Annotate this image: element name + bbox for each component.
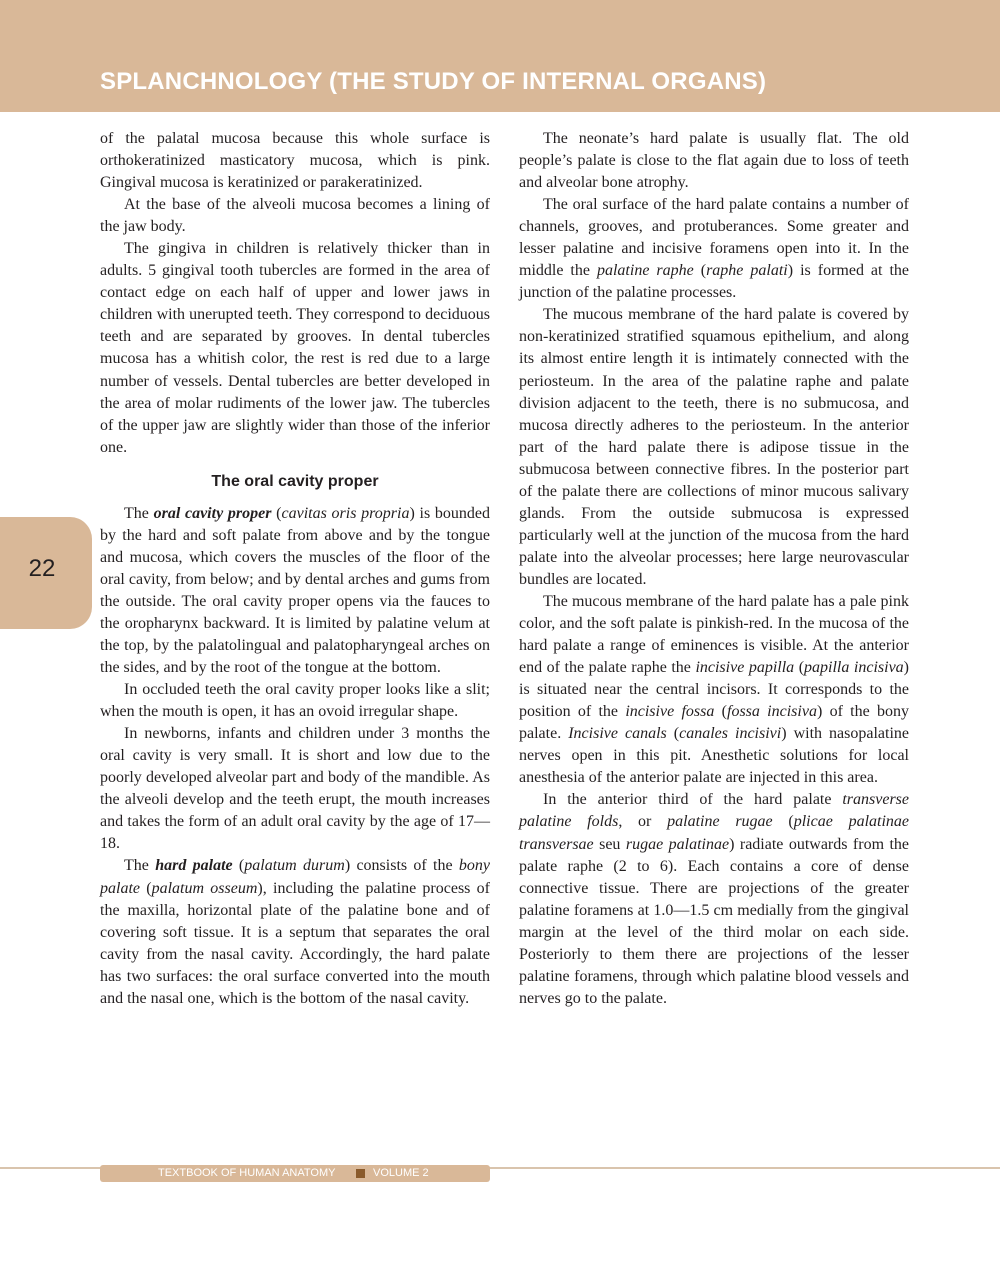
paragraph: The oral surface of the hard palate contains a number of channels, grooves, and protuberances. Some greater and lesser palatine and incisive foramens open into it. In the middle the palatine raphe (raphe palati) is formed at the junction of the palatine processes. <box>519 196 910 302</box>
term: palatine raphe <box>596 262 694 280</box>
paragraph: The gingiva in children is relatively thicker than in adults. 5 gingival tooth tubercles are formed in the area of contact edge on each half of upper and lower jaws in children with unerupted teeth. They correspond to deciduous teeth and are separated by grooves. In dental tubercles mucosa has a whitish color, the rest is red due to a large number of vessels. Dental tubercles are better developed in the area of molar rudiments of the lower jaw. The tubercles of the upper jaw are slightly wider than those of the inferior one. <box>100 240 490 456</box>
section-heading: The oral cavity proper <box>211 472 379 490</box>
term: palatine rugae <box>667 813 773 831</box>
paragraph: The hard palate (palatum durum) consists of the bony palate (palatum osseum), including the palatine process of the maxilla, horizontal plate of the palatine bone and of covering soft tissue. It is a septum that separates the oral cavity from the nasal cavity. Accordingly, the hard palate has two surfaces: the oral surface converted into the mouth and the nasal one, which is the bottom of the nasal cavity. <box>100 857 491 1007</box>
left-column <box>100 128 490 1010</box>
term: Incisive canals <box>568 725 667 743</box>
footer-book-title: TEXTBOOK OF HUMAN ANATOMY <box>158 1167 336 1179</box>
chapter-title: SPLANCHNOLOGY (THE STUDY OF INTERNAL ORGANS) <box>100 68 767 95</box>
term: incisive fossa <box>625 703 715 721</box>
latin-term: rugae palatinae <box>625 835 730 853</box>
paragraph: The mucous membrane of the hard palate has a pale pink color, and the soft palate is pinkish-red. In the mucosa of the hard palate a range of eminences is visible. At the anterior end of the palate raphe the incisive papilla (papilla incisiva) is situated near the central incisors. It corresponds to the position of the incisive fossa (fossa incisiva) of the bony palate. Incisive canals (canales incisivi) with nasopalatine nerves open in this pit. Anesthetic solutions for local anesthesia of the anterior palate are injected in this area. <box>519 592 910 787</box>
footer-bar <box>100 1165 490 1182</box>
paragraph: of the palatal mucosa because this whole surface is orthokeratinized masticatory mucosa, which is pink. Gingival mucosa is keratinized or parakeratinized. <box>100 130 490 192</box>
latin-term: cavitas oris propria <box>281 504 410 522</box>
latin-term: plicae palatinae transversae <box>519 813 910 853</box>
paragraph: In newborns, infants and children under 3 months the oral cavity is very small. It is short and low due to the poorly developed alveolar part and body of the mandible. As the alveoli develop and the teeth erupt, the mouth increases and takes the form of an adult oral cavity by the age of 17—18. <box>100 725 490 853</box>
term: hard palate <box>155 857 233 875</box>
paragraph: In occluded teeth the oral cavity proper looks like a slit; when the mouth is open, it has an ovoid irregular shape. <box>100 681 490 721</box>
paragraph: In the anterior third of the hard palate transverse palatine folds, or palatine rugae (plicae palatinae transversae seu rugae palatinae) radiate outwards from the palate raphe (2 to 6). Each contains a core of dense connective tissue. There are projections of the greater palatine foramens at 1.0—1.5 cm medially from the gingival margin at the level of the third molar on each side. Posteriorly to them there are projections of the lesser palatine foramens, through which palatine blood vessels and nerves go to the palate. <box>519 791 910 1007</box>
right-column <box>519 128 909 1010</box>
term: bony palate <box>100 857 491 897</box>
paragraph: The oral cavity proper (cavitas oris propria) is bounded by the hard and soft palate from above and by the tongue and mucosa, which covers the muscles of the floor of the oral cavity, from below; and by dental arches and gums from the outside. The oral cavity proper opens via the fauces to the oropharynx backward. It is limited by palatine velum at the top, by the palatolingual and palatopharyngeal arches on the sides, and by the root of the tongue at the bottom. <box>100 504 491 677</box>
paragraph: The neonate’s hard palate is usually flat. The old people’s palate is close to the flat again due to loss of teeth and alveolar bone atrophy. <box>519 130 909 192</box>
term: transverse palatine folds <box>519 791 909 831</box>
footer-volume: VOLUME 2 <box>373 1167 429 1179</box>
latin-term: palatum osseum <box>151 879 258 897</box>
paragraph: The mucous membrane of the hard palate is covered by non-keratinized stratified squamous epithelium, and along its almost entire length it is intimately connected with the periosteum. In the area of the palatine raphe and palate division adjacent to the teeth, there is no submucosa, and mucosa directly adheres to the periosteum. In the anterior part of the hard palate there is adipose tissue in the submucosa between connective fibres. In the posterior part of the palate there are collections of minor mucous salivary glands. From the outside submucosa is expressed particularly well at the junction of the mucosa from the hard palate into the alveolar processes; here large neurovascular bundles are located. <box>519 306 909 588</box>
latin-term: raphe palati <box>706 262 788 280</box>
term: oral cavity proper <box>153 504 272 522</box>
term: incisive papilla <box>695 659 795 677</box>
square-bullet-icon <box>356 1169 365 1178</box>
latin-term: canales incisivi <box>679 725 782 743</box>
latin-term: papilla incisiva <box>804 659 904 677</box>
page-number: 22 <box>28 555 56 582</box>
page-header <box>0 0 1000 112</box>
paragraph: At the base of the alveoli mucosa becomes a lining of the jaw body. <box>100 196 490 236</box>
latin-term: fossa incisiva <box>727 703 817 721</box>
latin-term: palatum durum <box>244 857 345 875</box>
